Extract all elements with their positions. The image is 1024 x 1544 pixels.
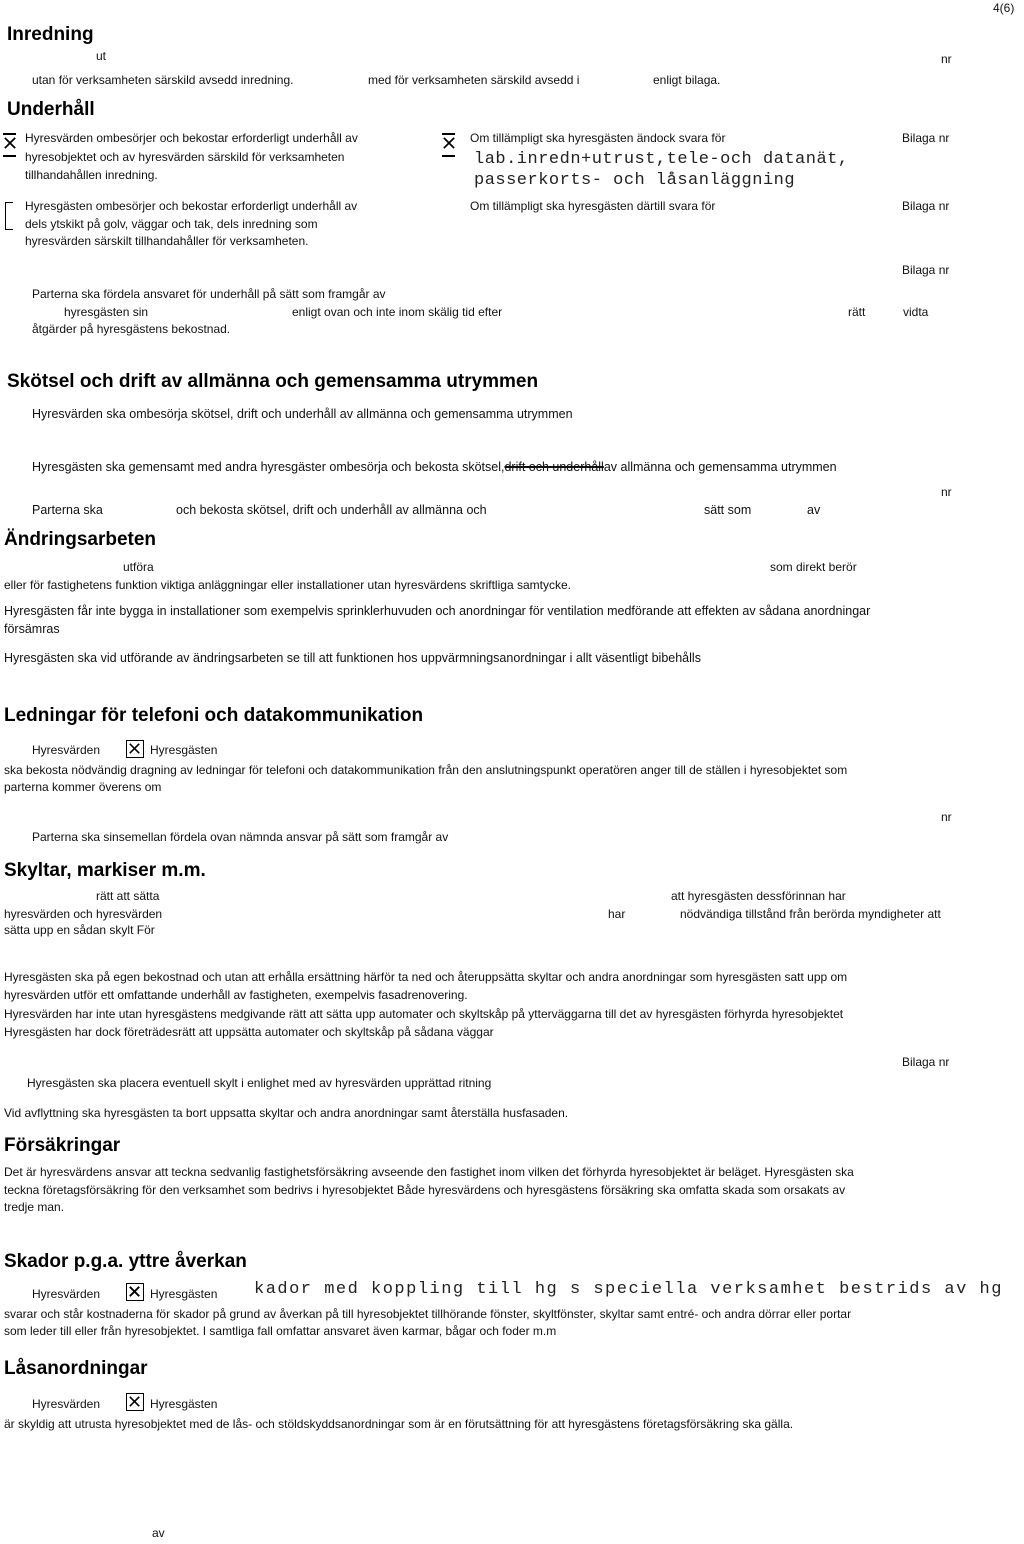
las-opt-hyresgasten: Hyresgästen [150,1397,218,1411]
inredning-left-text: utan för verksamheten särskild avsedd inredning. [32,73,294,87]
forsakringar-line1: Det är hyresvärdens ansvar att teckna sedvanlig fastighetsförsäkring avseende den fastighet inom vilken det förhyrda hyresobjektet är beläget. Hyresgästen ska [4,1165,854,1179]
section-heading-skador: Skador p.g.a. yttre åverkan [4,1251,247,1272]
underhall-opt2-line3: hyresvärden särskilt tillhandahåller för verksamheten. [25,234,309,248]
ledningar-fragment-nr: nr [941,810,952,824]
checkbox-ledningar-hyresgasten-checked[interactable] [126,740,144,758]
section-heading-underhall: Underhåll [7,99,95,120]
ledningar-opt-hyresgasten: Hyresgästen [150,743,218,757]
handwritten-underhall-2: passerkorts- och låsanläggning [474,171,796,190]
underhall-bilaga2: Bilaga nr [902,199,950,213]
ledningar-line2: parterna kommer överens om [4,780,162,794]
andring-line1: eller för fastighetens funktion viktiga anläggningar eller installationer utan hyresvärdens skriftliga samtycke. [4,578,571,592]
underhall-opt1-line2: hyresobjektet och av hyresvärden särskild för verksamheten [25,150,345,164]
skyltar-avflyttning: Vid avflyttning ska hyresgästen ta bort uppsatta skyltar och andra anordningar samt återställa husfasaden. [4,1106,569,1120]
x-mark-icon [129,1396,140,1407]
fragment-hyresgasten-sin: hyresgästen sin [64,305,149,319]
fragment-att-hg: att hyresgästen dessförinnan har [671,889,846,903]
underhall-parterna: Parterna ska fördela ansvaret för underhåll på sätt som framgår av [32,287,386,301]
andring-line3: försämras [4,622,60,636]
handwritten-underhall-1: lab.inredn+utrust,tele-och datanät, [474,150,849,169]
struck-text: drift och underhåll [504,460,604,474]
section-heading-ledningar: Ledningar för telefoni och datakommunikation [4,705,424,726]
footer-fragment-av: av [152,1526,165,1540]
skador-line2: som leder till eller från hyresobjektet. I samtliga fall omfattar ansvaret även karmar, bågar och foder m.m [4,1324,557,1338]
x-mark-icon [4,137,16,149]
skador-opt-hyresgasten: Hyresgästen [150,1287,218,1301]
underhall-right1: Om tillämpligt ska hyresgästen ändock svara för [470,131,726,145]
fragment-nr: nr [941,52,952,66]
ledningar-line1: ska bekosta nödvändig dragning av ledningar för telefoni och datakommunikation från den anslutningspunkt operatören anger till de ställen i hyresobjektet som [4,763,848,777]
section-heading-lasanordningar: Låsanordningar [4,1358,148,1379]
las-opt-hyresvarden: Hyresvärden [32,1397,101,1411]
skotsel-och-bekosta: och bekosta skötsel, drift och underhåll av allmänna och [176,503,487,517]
handwritten-skador: kador med koppling till hg s speciella verksamhet bestrids av hg [254,1280,1003,1299]
checkbox-skador-hyresgasten-checked[interactable] [126,1283,144,1301]
underhall-bilaga1: Bilaga nr [902,131,950,145]
inredning-mid-text: med för verksamheten särskild avsedd i [368,73,580,87]
ledningar-parterna: Parterna ska sinsemellan fördela ovan nämnda ansvar på sätt som framgår av [32,830,449,844]
x-mark-icon [443,137,455,149]
skyltar-line1: Hyresgästen ska på egen bekostnad och utan att erhålla ersättning härför ta ned och återuppsätta skyltar och andra anordningar som hyresgästen satt upp om [4,970,848,984]
skyltar-placera: Hyresgästen ska placera eventuell skylt i enlighet med av hyresvärden upprättad ritning [27,1076,492,1090]
skyltar-line2: hyresvärden utför ett omfattande underhåll av fastigheten, exempelvis fasadrenovering. [4,988,468,1002]
underhall-bilaga3: Bilaga nr [902,263,950,277]
skyltar-line4: Hyresgästen har dock företrädesrätt att uppsätta automater och skyltskåp på sådana väggar [4,1025,494,1039]
andring-line2: Hyresgästen får inte bygga in installationer som exempelvis sprinklerhuvuden och anordningar för ventilation medförande att effekten av sådana anordningar [4,604,871,618]
andring-line4: Hyresgästen ska vid utförande av ändringsarbeten se till att funktionen hos uppvärmningsanordningar i allt väsentligt bibehålls [4,651,701,665]
underhall-atgarder: åtgärder på hyresgästens bekostnad. [32,322,231,336]
section-heading-skotsel: Skötsel och drift av allmänna och gemensamma utrymmen [7,371,539,392]
underhall-opt1-line1: Hyresvärden ombesörjer och bekostar erforderligt underhåll av [25,131,358,145]
fragment-vidta: vidta [903,305,929,319]
forsakringar-line2: teckna företagsförsäkring för den verksamhet som bedrivs i hyresobjektet Både hyresvärdens och hyresgästens försäkring ska omfatta skada som orsakats av [4,1183,846,1197]
fragment-som-direkt: som direkt berör [770,560,857,574]
fragment-har: har [608,907,626,921]
section-heading-andringsarbeten: Ändringsarbeten [4,529,157,550]
skotsel-av: av [807,503,821,517]
skyltar-bilaga: Bilaga nr [902,1055,950,1069]
checkbox-underhall-hyresgasten[interactable] [5,202,13,230]
x-mark-icon [129,743,140,754]
skotsel-line2: Hyresgästen ska gemensamt med andra hyresgäster ombesörja och bekosta skötsel,drift och underhållav allmänna och gemensamma utrymmen [32,460,837,474]
underhall-opt2-line1: Hyresgästen ombesörjer och bekostar erforderligt underhåll av [25,199,358,213]
fragment-enligt: enligt ovan och inte inom skälig tid efter [292,305,503,319]
skotsel-fragment-nr: nr [941,485,952,499]
skador-line1: svarar och står kostnaderna för skador på grund av åverkan på till hyresobjektet tillhörande fönster, skyltfönster, skyltar samt entré- och andra dörrar eller portar [4,1307,852,1321]
ledningar-opt-hyresvarden: Hyresvärden [32,743,101,757]
skotsel-satt-som: sätt som [704,503,752,517]
section-heading-skyltar: Skyltar, markiser m.m. [4,860,206,881]
underhall-opt2-line2: dels ytskikt på golv, väggar och tak, dels inredning som [25,217,318,231]
skotsel-line1: Hyresvärden ska ombesörja skötsel, drift och underhåll av allmänna och gemensamma utrymmen [32,407,573,421]
skotsel-parterna-ska: Parterna ska [32,503,103,517]
skador-opt-hyresvarden: Hyresvärden [32,1287,101,1301]
fragment-nodvandiga: nödvändiga tillstånd från berörda myndigheter att [680,907,941,921]
skyltar-line3: Hyresvärden har inte utan hyresgästens medgivande rätt att sätta upp automater och skyltskåp på ytterväggarna till det av hyresgästen förhyrda hyresobjektet [4,1007,844,1021]
las-line1: är skyldig att utrusta hyresobjektet med de lås- och stöldskyddsanordningar som är en förutsättning för att hyresgästens företagsförsäkring ska gälla. [4,1417,794,1431]
section-heading-forsakringar: Försäkringar [4,1135,121,1156]
checkbox-underhall-hyresvarden-checked[interactable] [4,137,19,152]
x-mark-icon [129,1286,140,1297]
underhall-right2: Om tillämpligt ska hyresgästen därtill svara för [470,199,716,213]
fragment-hv-och-hv: hyresvärden och hyresvärden [4,907,163,921]
fragment-ut: ut [96,49,107,63]
fragment-ratt: rätt [848,305,866,319]
section-heading-inredning: Inredning [7,24,94,45]
fragment-ratt-att-satta: rätt att sätta [96,889,160,903]
underhall-opt1-line3: tillhandahållen inredning. [25,168,158,182]
checkbox-las-hyresgasten-checked[interactable] [126,1393,144,1411]
inredning-right-text: enligt bilaga. [653,73,721,87]
checkbox-underhall-extra-checked[interactable] [443,137,458,152]
fragment-satta-upp: sätta upp en sådan skylt För [4,923,155,937]
fragment-utfora: utföra [123,560,154,574]
forsakringar-line3: tredje man. [4,1200,65,1214]
page-number: 4(6) [993,1,1015,15]
